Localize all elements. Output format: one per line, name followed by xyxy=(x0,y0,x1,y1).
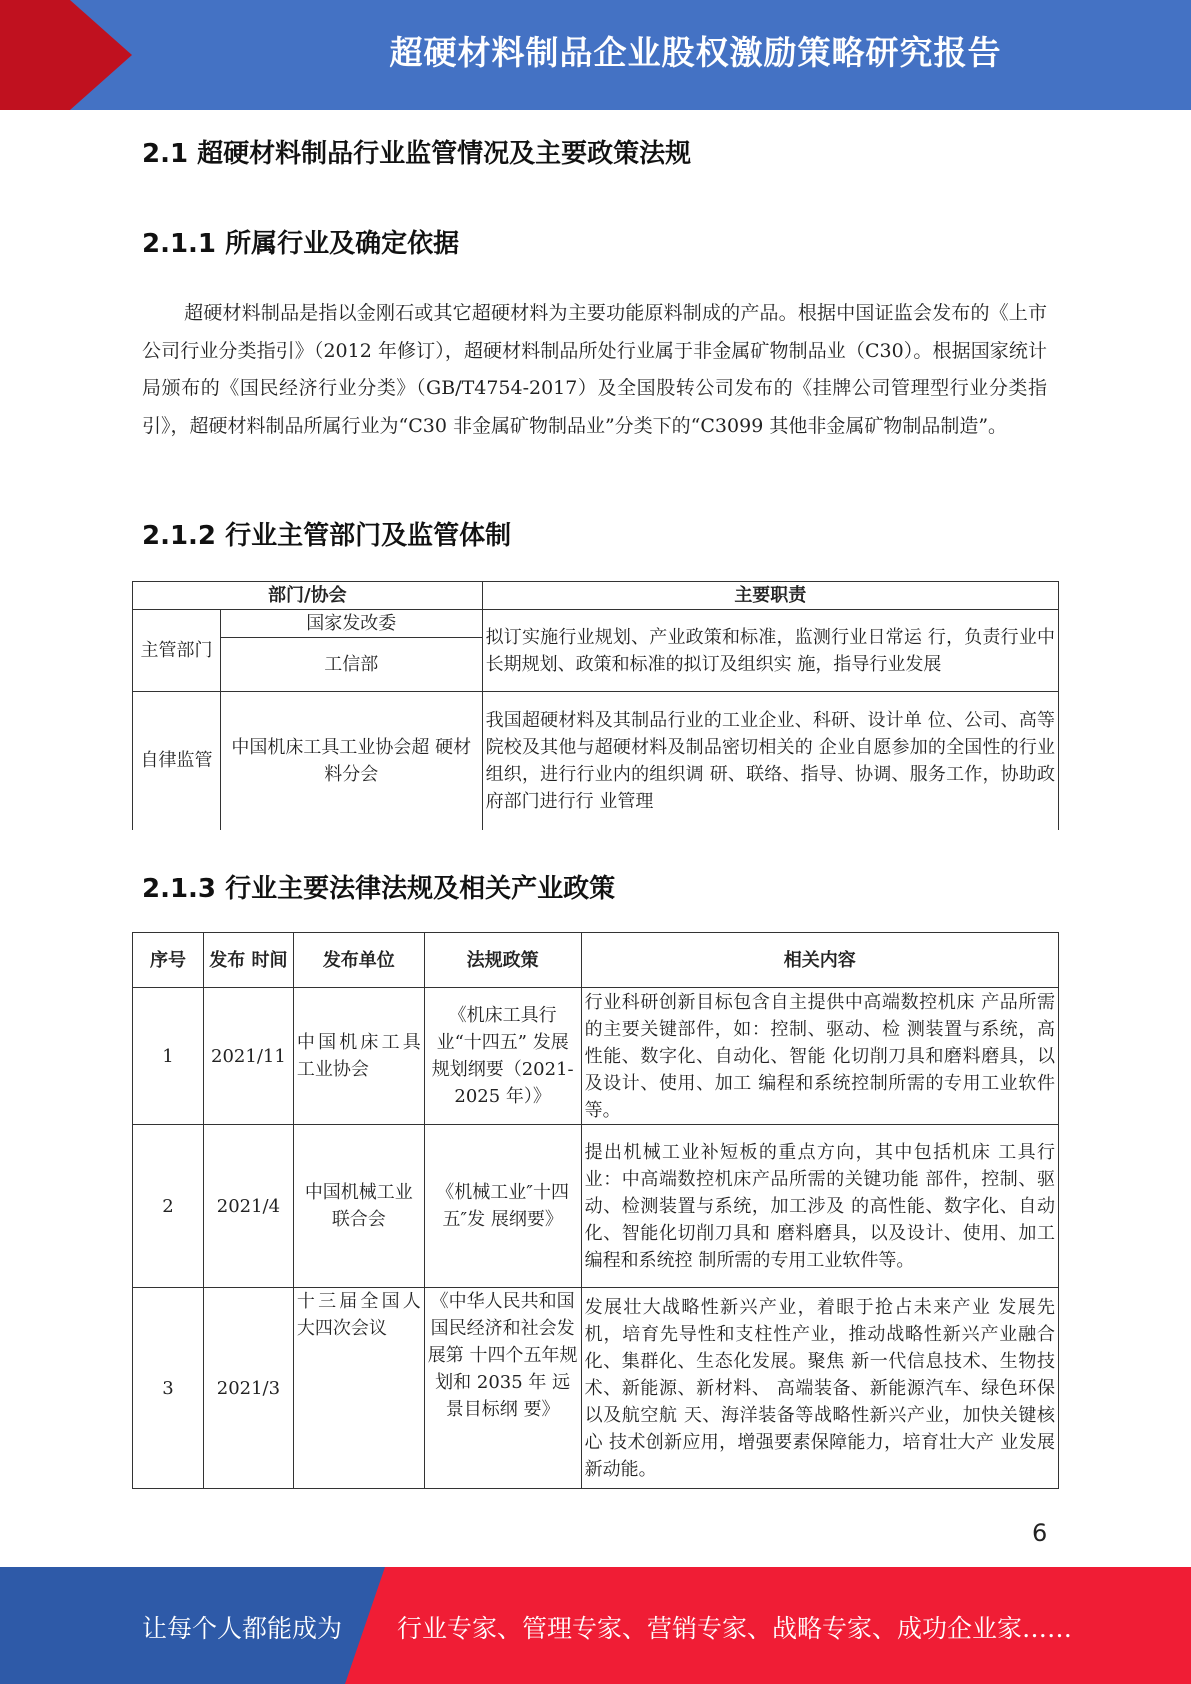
row-date: 2021/11 xyxy=(203,988,293,1125)
row-policy: 《中华人民共和国国民经济和社会发展第 十四个五年规 划和 2035 年 远景目标纲 要》 xyxy=(424,1288,581,1489)
row-date: 2021/4 xyxy=(203,1125,293,1288)
header-red-arrow xyxy=(70,0,132,110)
row-no: 2 xyxy=(133,1125,204,1288)
footer-slogan-right: 行业专家、管理专家、营销专家、战略专家、成功企业家…… xyxy=(397,1614,1073,1643)
group-label: 主管部门 xyxy=(133,610,221,692)
group-label: 自律监管 xyxy=(133,692,221,830)
row-org: 十三届全国人大四次会议 xyxy=(293,1288,424,1489)
org-cell: 工信部 xyxy=(220,638,482,692)
section-heading-2-1-2: 2.1.2 行业主管部门及监管体制 xyxy=(142,521,512,551)
table-header: 部门/协会 xyxy=(133,582,483,610)
row-content: 行业科研创新目标包含自主提供中高端数控机床 产品所需的主要关键部件，如：控制、驱动、检 测装置与系统，高性能、数字化、自动化、智能 化切削刀具和磨料磨具，以及设计、使用、加工 编程和系统控制所需的专用工业软件等。 xyxy=(581,988,1058,1125)
page-footer xyxy=(0,1567,1191,1684)
table-header: 发布单位 xyxy=(293,933,424,988)
row-org: 中国机床工具工业协会 xyxy=(293,988,424,1125)
table-header: 发布 时间 xyxy=(203,933,293,988)
row-no: 3 xyxy=(133,1288,204,1489)
report-title: 超硬材料制品企业股权激励策略研究报告 xyxy=(389,33,1002,72)
org-cell: 国家发改委 xyxy=(220,610,482,638)
row-content: 提出机械工业补短板的重点方向，其中包括机床 工具行业：中高端数控机床产品所需的关键功能 部件，控制、驱动、检测装置与系统，加工涉及 的高性能、数字化、自动化、智能化切削刀具和 磨料磨具，以及设计、使用、加工编程和系统控 制所需的专用工业软件等。 xyxy=(581,1125,1058,1288)
row-org: 中国机械工业联合会 xyxy=(293,1125,424,1288)
row-policy: 《机床工具行 业“十四五” 发展规划纲要（2021-2025 年）》 xyxy=(424,988,581,1125)
duty-cell: 我国超硬材料及其制品行业的工业企业、科研、设计单 位、公司、高等院校及其他与超硬材料及制品密切相关的 企业自愿参加的全国性的行业组织，进行行业内的组织调 研、联络、指导、协调、服务工作，协助政府部门进行行 业管理 xyxy=(482,692,1058,830)
header-red-block xyxy=(0,0,70,110)
table-header: 序号 xyxy=(133,933,204,988)
section-heading-2-1-3: 2.1.3 行业主要法律法规及相关产业政策 xyxy=(142,874,616,904)
page-number: 6 xyxy=(1032,1519,1048,1547)
row-date: 2021/3 xyxy=(203,1288,293,1489)
table-row xyxy=(133,1125,1059,1288)
row-no: 1 xyxy=(133,988,204,1125)
table-header: 法规政策 xyxy=(424,933,581,988)
footer-blue-slant xyxy=(345,1567,385,1684)
table-row xyxy=(133,1288,1059,1489)
paragraph-industry-basis xyxy=(142,295,1047,445)
table-header: 主要职责 xyxy=(482,582,1058,610)
policy-table xyxy=(132,932,1059,1489)
duty-cell: 拟订实施行业规划、产业政策和标准，监测行业日常运 行，负责行业中长期规划、政策和标准的拟订及组织实 施，指导行业发展 xyxy=(482,610,1058,692)
row-content: 发展壮大战略性新兴产业，着眼于抢占未来产业 发展先机，培育先导性和支柱性产业，推动战略性新兴产业融合化、集群化、生态化发展。聚焦 新一代信息技术、生物技术、新能源、新材料、 高端装备、新能源汽车、绿色环保以及航空航 天、海洋装备等战略性新兴产业，加快关键核心 技术创新应用，增强要素保障能力，培育壮大产 业发展新动能。 xyxy=(581,1288,1058,1489)
section-heading-2-1-1: 2.1.1 所属行业及确定依据 xyxy=(142,229,460,259)
footer-slogan-left: 让每个人都能成为 xyxy=(142,1614,343,1643)
table-header: 相关内容 xyxy=(581,933,1058,988)
paragraph-text: 超硬材料制品是指以金刚石或其它超硬材料为主要功能原料制成的产品。根据中国证监会发布的《上市公司行业分类指引》（2012 年修订），超硬材料制品所处行业属于非金属矿物制品业（C30）。根据国家统计局颁布的《国民经济行业分类》（GB/T4754-2017）及全国股转公司发布的《挂牌公司管理型行业分类指引》，超硬材料制品所属行业为“C30 非金属矿物制品业”分类下的“C3099 其他非金属矿物制品制造”。 xyxy=(142,302,1047,437)
table-row xyxy=(133,988,1059,1125)
section-heading-2-1: 2.1 超硬材料制品行业监管情况及主要政策法规 xyxy=(142,139,692,169)
regulator-table xyxy=(132,581,1059,830)
org-cell: 中国机床工具工业协会超 硬材料分会 xyxy=(220,692,482,830)
page-header xyxy=(0,0,1191,110)
row-policy: 《机械工业″十四五″发 展纲要》 xyxy=(424,1125,581,1288)
